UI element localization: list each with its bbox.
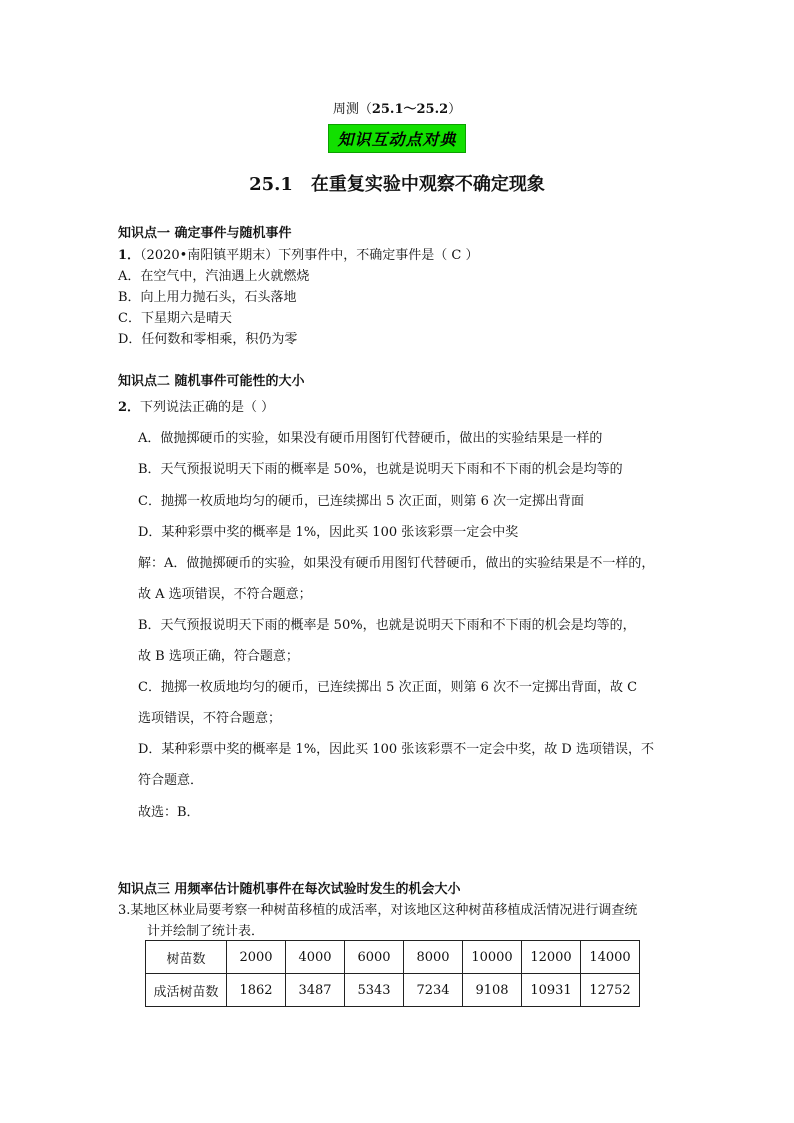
kp1-heading: 知识点一 确定事件与随机事件 xyxy=(118,226,292,241)
table-cell: 8000 xyxy=(404,941,463,974)
q1-number: 1． xyxy=(118,248,141,263)
knowledge-banner: 知识互动点对典 xyxy=(328,124,465,153)
q3-line-1: 3.某地区林业局要考察一种树苗移植的成活率，对该地区这种树苗移植成活情况进行调查统 xyxy=(118,903,638,918)
q2-option-b: B．天气预报说明天下雨的概率是 50%，也就是说明天下雨和不下雨的机会是均等的 xyxy=(138,462,623,477)
table-header-cell: 树苗数 xyxy=(146,941,227,974)
table-cell: 10931 xyxy=(522,974,581,1007)
table-cell: 2000 xyxy=(227,941,286,974)
solution-line-6: 选项错误，不符合题意； xyxy=(138,711,282,726)
weekly-test-title xyxy=(0,98,794,117)
table-cell: 6000 xyxy=(345,941,404,974)
solution-line-8: 符合题意． xyxy=(138,773,204,788)
section-title xyxy=(0,170,794,196)
weekly-prefix: 周测（ xyxy=(332,102,372,117)
table-cell: 3487 xyxy=(286,974,345,1007)
q1-option-a: A．在空气中，汽油遇上火就燃烧 xyxy=(118,269,310,284)
q1-option-c: C．下星期六是晴天 xyxy=(118,311,232,326)
weekly-range: 25.1～25.2 xyxy=(371,102,449,117)
statistics-table xyxy=(145,940,640,1007)
solution-line-5: C．抛掷一枚质地均匀的硬币，已连续掷出 5 次正面，则第 6 次不一定掷出背面，故 C xyxy=(138,680,638,695)
table-cell: 12000 xyxy=(522,941,581,974)
q3-line-2: 计并绘制了统计表． xyxy=(147,924,265,939)
table-cell: 4000 xyxy=(286,941,345,974)
q2-line xyxy=(118,396,274,415)
q2-option-d: D．某种彩票中奖的概率是 1%，因此买 100 张该彩票一定会中奖 xyxy=(138,525,519,540)
section-title-text: 在重复实验中观察不确定现象 xyxy=(310,174,545,195)
q1-text: （2020•南阳镇平期末）下列事件中，不确定事件是（ C ） xyxy=(140,248,479,263)
table-cell: 10000 xyxy=(463,941,522,974)
kp3-heading: 知识点三 用频率估计随机事件在每次试验时发生的机会大小 xyxy=(118,882,461,897)
q2-text: 下列说法正确的是（ ） xyxy=(140,400,275,415)
table-cell: 12752 xyxy=(581,974,640,1007)
q1-option-d: D．任何数和零相乘，积仍为零 xyxy=(118,332,298,347)
section-number: 25.1 xyxy=(249,174,293,195)
table-header-cell: 成活树苗数 xyxy=(146,974,227,1007)
q2-number: 2． xyxy=(118,400,141,415)
solution-line-7: D．某种彩票中奖的概率是 1%，因此买 100 张该彩票不一定会中奖，故 D 选项错误，不 xyxy=(138,742,654,757)
kp2-heading: 知识点二 随机事件可能性的大小 xyxy=(118,374,305,389)
solution-line-4: 故 B 选项正确，符合题意； xyxy=(138,649,299,664)
weekly-suffix: ） xyxy=(448,102,462,117)
solution-line-3: B．天气预报说明天下雨的概率是 50%，也就是说明天下雨和不下雨的机会是均等的， xyxy=(138,618,636,633)
q2-option-a: A．做抛掷硬币的实验，如果没有硬币用图钉代替硬币，做出的实验结果是一样的 xyxy=(138,431,603,446)
solution-line-9: 故选：B． xyxy=(138,805,200,820)
table-row xyxy=(146,974,640,1007)
table-cell: 5343 xyxy=(345,974,404,1007)
solution-line-1: 解：A．做抛掷硬币的实验，如果没有硬币用图钉代替硬币，做出的实验结果是不一样的， xyxy=(138,556,655,571)
banner-wrap xyxy=(0,124,794,153)
table-cell: 14000 xyxy=(581,941,640,974)
solution-line-2: 故 A 选项错误，不符合题意； xyxy=(138,587,312,602)
q2-option-c: C．抛掷一枚质地均匀的硬币，已连续掷出 5 次正面，则第 6 次一定掷出背面 xyxy=(138,494,585,509)
q1-option-b: B．向上用力抛石头，石头落地 xyxy=(118,290,297,305)
table-row xyxy=(146,941,640,974)
q1-line xyxy=(118,244,479,263)
table-cell: 7234 xyxy=(404,974,463,1007)
table-cell: 1862 xyxy=(227,974,286,1007)
table-cell: 9108 xyxy=(463,974,522,1007)
